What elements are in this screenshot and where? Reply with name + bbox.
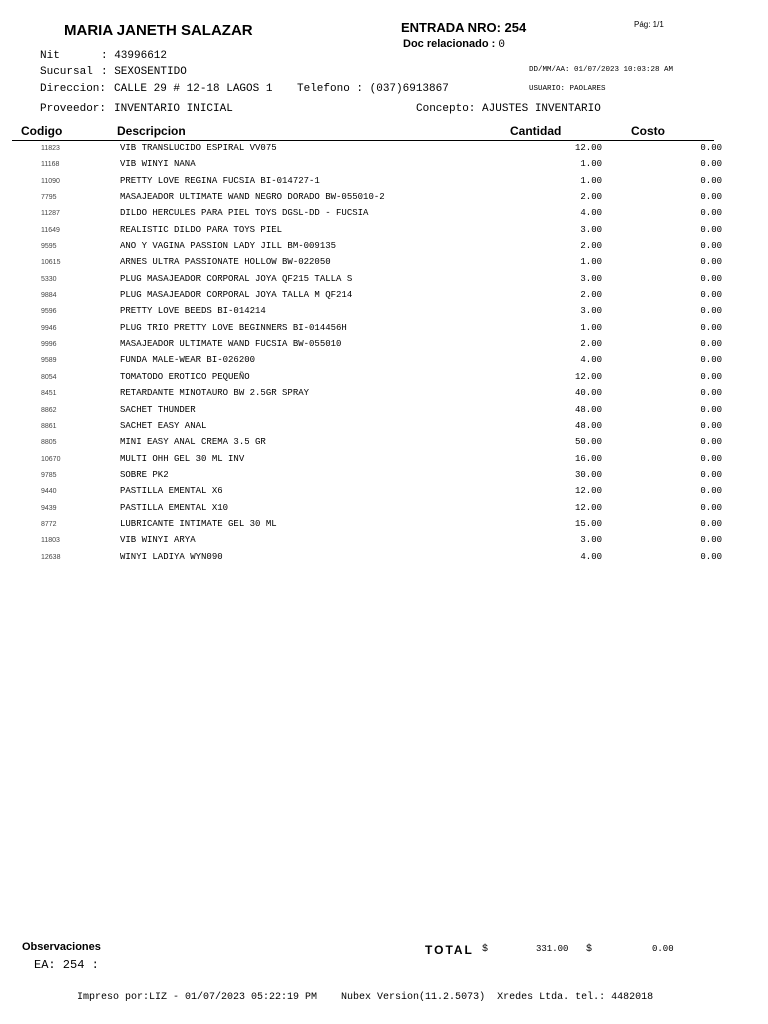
item-cost: 0.00: [700, 224, 722, 235]
table-row: [0, 158, 768, 174]
item-cost: 0.00: [700, 453, 722, 464]
item-cost: 0.00: [700, 486, 722, 497]
item-quantity: 1.00: [580, 175, 602, 186]
doc-relacionado: [403, 38, 505, 51]
item-cost: 0.00: [700, 371, 722, 382]
item-code: 9946: [41, 324, 57, 332]
item-description: VIB WINYI NANA: [120, 159, 196, 170]
item-quantity: 12.00: [574, 371, 602, 382]
item-code: 11823: [41, 145, 60, 152]
company-name: MARIA JANETH SALAZAR: [64, 22, 253, 39]
item-description: WINYI LADIYA WYN090: [120, 551, 223, 562]
item-quantity: 3.00: [580, 535, 602, 546]
item-cost: 0.00: [700, 208, 722, 219]
item-description: PASTILLA EMENTAL X6: [120, 486, 223, 497]
item-quantity: 1.00: [580, 159, 602, 170]
item-cost: 0.00: [700, 306, 722, 317]
items-table: [0, 142, 768, 567]
table-row: [0, 453, 768, 469]
item-quantity: 1.00: [580, 257, 602, 268]
item-cost: 0.00: [700, 518, 722, 529]
item-quantity: 12.00: [574, 502, 602, 513]
item-description: RETARDANTE MINOTAURO BW 2.5GR SPRAY: [120, 388, 310, 399]
item-quantity: 3.00: [580, 306, 602, 317]
item-cost: 0.00: [700, 273, 722, 284]
item-cost: 0.00: [700, 437, 722, 448]
observaciones-value: EA: 254 :: [34, 958, 99, 972]
table-row: [0, 354, 768, 370]
item-code: 9596: [41, 308, 57, 316]
item-cost: 0.00: [700, 502, 722, 513]
column-header-descripcion: Descripcion: [117, 124, 186, 138]
doc-rel-label: Doc relacionado :: [403, 38, 496, 50]
item-description: MASAJEADOR ULTIMATE WAND FUCSIA BW-055010: [120, 339, 342, 350]
page-number: Pág: 1/1: [634, 20, 664, 29]
item-cost: 0.00: [700, 290, 722, 301]
item-code: 8054: [41, 373, 57, 381]
table-row: [0, 387, 768, 403]
table-row: [0, 534, 768, 550]
item-code: 11168: [41, 161, 60, 169]
item-description: DILDO HERCULES PARA PIEL TOYS DGSL-DD - FUCSIA: [120, 208, 369, 219]
item-quantity: 3.00: [580, 273, 602, 284]
table-row: [0, 551, 768, 567]
item-code: 11287: [41, 210, 60, 218]
print-footer: Impreso por:LIZ - 01/07/2023 05:22:19 PM Nubex Version(11.2.5073) Xredes Ltda. tel.: 4482018: [77, 992, 654, 1003]
table-row: [0, 191, 768, 207]
table-row: [0, 469, 768, 485]
item-quantity: 2.00: [580, 241, 602, 252]
table-row: [0, 518, 768, 534]
item-description: MASAJEADOR ULTIMATE WAND NEGRO DORADO BW-055010-2: [120, 192, 385, 203]
item-code: 10670: [41, 455, 61, 463]
item-description: PASTILLA EMENTAL X10: [120, 502, 229, 513]
item-description: TOMATODO EROTICO PEQUEÑO: [120, 371, 250, 382]
table-row: [0, 207, 768, 223]
proveedor-label: Proveedor:: [40, 103, 107, 115]
item-cost: 0.00: [700, 469, 722, 480]
item-cost: 0.00: [700, 355, 722, 366]
item-cost: 0.00: [700, 143, 722, 153]
item-cost: 0.00: [700, 420, 722, 431]
item-description: PLUG MASAJEADOR CORPORAL JOYA TALLA M QF214: [120, 290, 353, 301]
entrada-value: 254: [504, 20, 527, 35]
item-code: 8862: [41, 406, 57, 414]
item-code: 8861: [41, 422, 57, 430]
item-description: PRETTY LOVE REGINA FUCSIA BI-014727-1: [120, 175, 320, 186]
total-currency-qty: $: [482, 944, 489, 955]
item-quantity: 2.00: [580, 192, 602, 203]
item-quantity: 4.00: [580, 208, 602, 219]
item-description: PLUG TRIO PRETTY LOVE BEGINNERS BI-014456H: [120, 322, 347, 333]
direccion-value: CALLE 29 # 12-18 LAGOS 1: [114, 83, 273, 95]
item-cost: 0.00: [700, 159, 722, 170]
item-code: 9439: [41, 504, 57, 512]
table-row: [0, 240, 768, 256]
item-cost: 0.00: [700, 535, 722, 546]
item-description: SOBRE PK2: [120, 469, 169, 480]
item-cost: 0.00: [700, 322, 722, 333]
item-quantity: 50.00: [574, 437, 602, 448]
item-quantity: 12.00: [574, 486, 602, 497]
concepto: Concepto: AJUSTES INVENTARIO: [416, 103, 601, 115]
total-cost: 0.00: [652, 944, 674, 954]
item-quantity: 16.00: [574, 453, 602, 464]
sucursal-value: : SEXOSENTIDO: [101, 66, 187, 78]
column-header-costo: Costo: [631, 124, 665, 138]
item-code: 9595: [41, 243, 57, 251]
item-description: PLUG MASAJEADOR CORPORAL JOYA QF215 TALLA S: [120, 273, 353, 284]
nit-value: : 43996612: [101, 50, 168, 62]
item-code: 10615: [41, 259, 61, 267]
total-currency-cost: $: [586, 944, 593, 955]
table-row: [0, 404, 768, 420]
table-row: [0, 420, 768, 436]
item-description: ANO Y VAGINA PASSION LADY JILL BM-009135: [120, 241, 337, 252]
item-quantity: 30.00: [574, 469, 602, 480]
item-quantity: 12.00: [574, 143, 602, 153]
item-description: FUNDA MALE-WEAR BI-026200: [120, 355, 256, 366]
item-quantity: 48.00: [574, 420, 602, 431]
item-cost: 0.00: [700, 175, 722, 186]
table-row: [0, 338, 768, 354]
item-code: 5330: [41, 275, 57, 283]
item-cost: 0.00: [700, 241, 722, 252]
item-cost: 0.00: [700, 551, 722, 562]
doc-rel-value: 0: [498, 39, 505, 51]
item-code: 9785: [41, 471, 57, 479]
usuario: USUARIO: PAOLARES: [529, 85, 606, 93]
table-row: [0, 502, 768, 518]
datetime: DD/MM/AA: 01/07/2023 10:03:28 AM: [529, 66, 674, 74]
entrada-number: [401, 20, 526, 35]
item-cost: 0.00: [700, 339, 722, 350]
item-description: LUBRICANTE INTIMATE GEL 30 ML: [120, 518, 277, 529]
item-quantity: 2.00: [580, 290, 602, 301]
item-cost: 0.00: [700, 257, 722, 268]
table-row: [0, 485, 768, 501]
item-code: 12638: [41, 553, 61, 561]
item-code: 9884: [41, 292, 57, 300]
table-row: [0, 224, 768, 240]
item-description: VIB WINYI ARYA: [120, 535, 196, 546]
item-description: MULTI OHH GEL 30 ML INV: [120, 453, 245, 464]
direccion-label: Direccion:: [40, 83, 107, 95]
item-description: ARNES ULTRA PASSIONATE HOLLOW BW-022050: [120, 257, 331, 268]
table-row: [0, 273, 768, 289]
item-quantity: 40.00: [574, 388, 602, 399]
total-qty: 331.00: [536, 944, 569, 954]
item-description: SACHET EASY ANAL: [120, 420, 207, 431]
observaciones-label: Observaciones: [22, 941, 101, 953]
item-quantity: 4.00: [580, 551, 602, 562]
item-code: 7795: [41, 194, 57, 202]
item-quantity: 1.00: [580, 322, 602, 333]
item-quantity: 48.00: [574, 404, 602, 415]
item-code: 9996: [41, 341, 57, 349]
item-quantity: 2.00: [580, 339, 602, 350]
item-description: REALISTIC DILDO PARA TOYS PIEL: [120, 224, 283, 235]
table-row: [0, 322, 768, 338]
nit-label: Nit: [40, 50, 60, 62]
item-description: VIB TRANSLUCIDO ESPIRAL VV075: [120, 143, 277, 153]
table-row: [0, 371, 768, 387]
column-header-codigo: Codigo: [21, 124, 63, 138]
item-cost: 0.00: [700, 388, 722, 399]
item-description: SACHET THUNDER: [120, 404, 196, 415]
table-row: [0, 175, 768, 191]
item-description: MINI EASY ANAL CREMA 3.5 GR: [120, 437, 266, 448]
item-code: 8451: [41, 390, 57, 398]
telefono: Telefono : (037)6913867: [297, 83, 449, 95]
table-row: [0, 289, 768, 305]
item-quantity: 3.00: [580, 224, 602, 235]
header-divider: [12, 140, 714, 141]
table-row: [0, 142, 768, 158]
item-cost: 0.00: [700, 192, 722, 203]
item-code: 9589: [41, 357, 57, 365]
item-code: 11803: [41, 537, 60, 545]
item-quantity: 4.00: [580, 355, 602, 366]
item-code: 9440: [41, 488, 57, 496]
item-description: PRETTY LOVE BEEDS BI-014214: [120, 306, 266, 317]
sucursal-label: Sucursal: [40, 66, 93, 78]
item-code: 11649: [41, 226, 60, 234]
item-quantity: 15.00: [574, 518, 602, 529]
item-cost: 0.00: [700, 404, 722, 415]
table-row: [0, 305, 768, 321]
table-row: [0, 256, 768, 272]
item-code: 11090: [41, 177, 60, 185]
entrada-label: ENTRADA NRO:: [401, 20, 501, 35]
item-code: 8805: [41, 439, 57, 447]
total-label: TOTAL: [425, 943, 474, 957]
proveedor-value: INVENTARIO INICIAL: [114, 103, 233, 115]
column-header-cantidad: Cantidad: [510, 124, 562, 138]
table-row: [0, 436, 768, 452]
item-code: 8772: [41, 520, 57, 528]
